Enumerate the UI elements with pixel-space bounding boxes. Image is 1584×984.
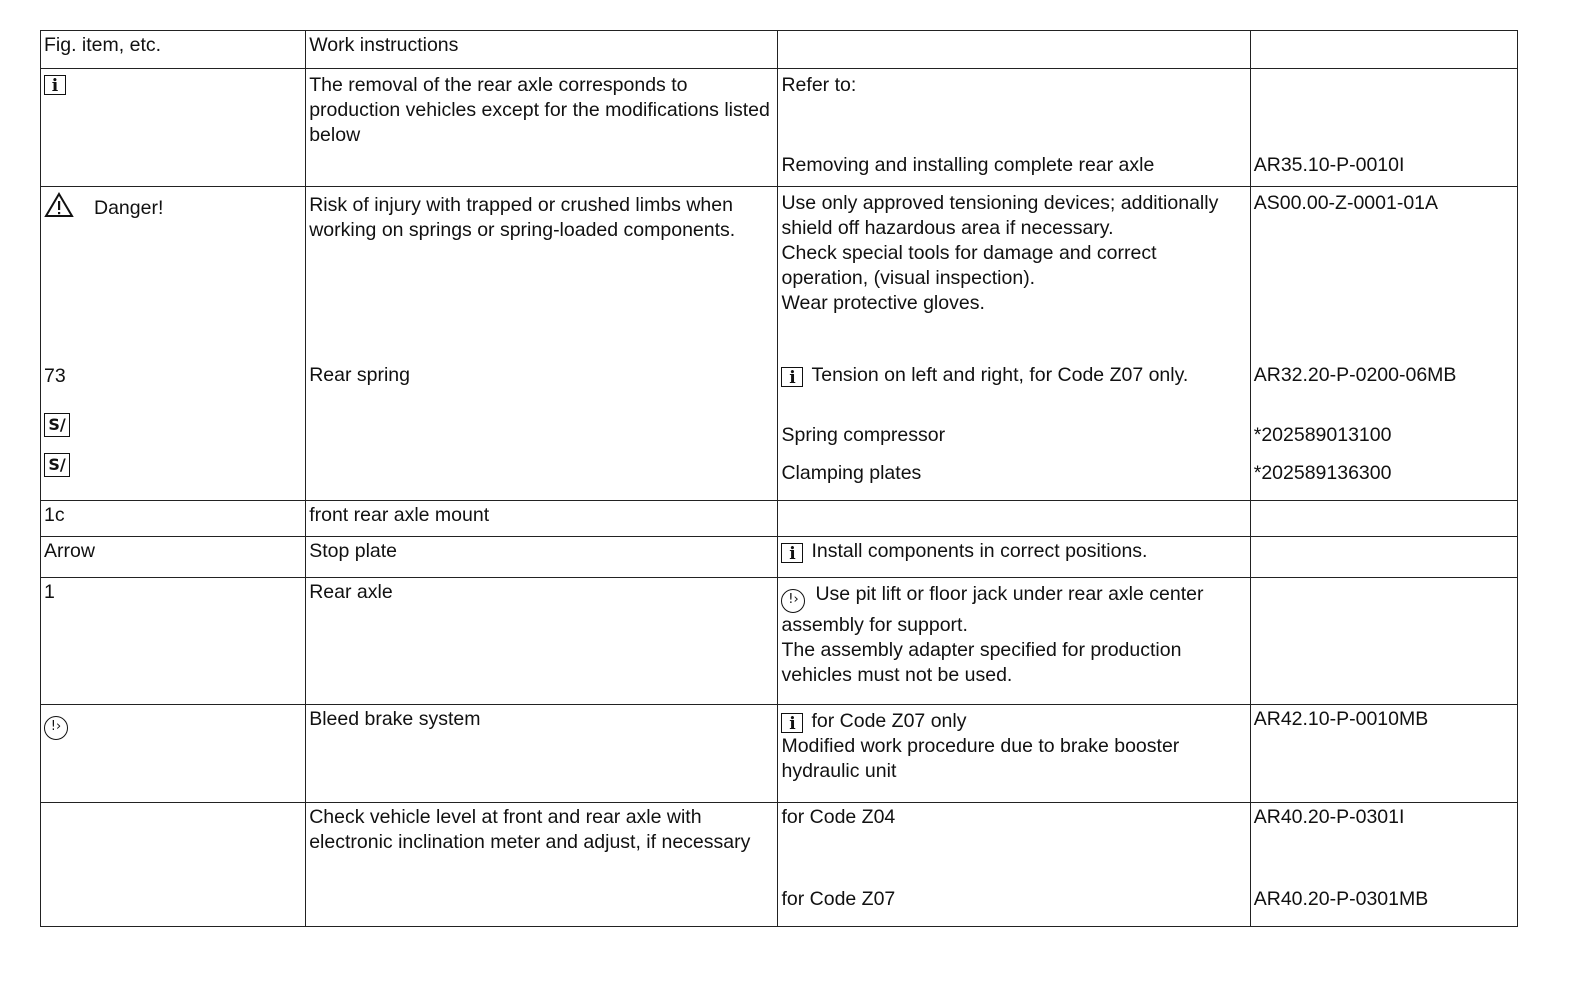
fig-cell [41,69,306,187]
reference-cell [1250,578,1517,705]
notes-cell [778,537,1250,578]
notes-cell [778,69,1250,187]
danger-instruction: Risk of injury with trapped or crushed limbs when working on springs or spring-loaded components. [309,194,736,241]
note-circle-icon: !› [44,716,68,740]
fig-cell [41,705,306,803]
spring-tension-note: Tension on left and right, for Code Z07 only. [811,364,1189,386]
instruction-cell [306,187,778,501]
table-row [41,501,1518,537]
rear-spring-label: Rear spring [309,364,410,386]
bleed-brake-instruction: Bleed brake system [306,705,778,803]
adapter-note: The assembly adapter specified for production vehicles must not be used. [781,639,1182,686]
code-z07-label: for Code Z07 [781,888,896,910]
fig-item-arrow: Arrow [41,537,306,578]
info-icon: i [44,75,66,95]
reference-cell [1250,537,1517,578]
notes-cell [778,705,1250,803]
fig-item-73: 73 [44,365,66,387]
spring-compressor-part-number: *202589013100 [1253,424,1392,446]
clamping-plates-label: Clamping plates [781,462,922,484]
header-col3 [778,31,1250,69]
code-z04-label: for Code Z04 [781,806,896,828]
modified-procedure-note: Modified work procedure due to brake booster hydraulic unit [781,735,1180,782]
table-row [41,69,1518,187]
table-row [41,803,1518,927]
safety-reference[interactable]: AS00.00-Z-0001-01A [1253,192,1439,214]
fig-item-1c: 1c [41,501,306,537]
reference-cell [1250,69,1517,187]
notes-cell [778,578,1250,705]
notes-cell [778,187,1250,501]
table-row [41,705,1518,803]
install-positions-note: Install components in correct positions. [811,540,1148,562]
vehicle-level-reference-z07[interactable]: AR40.20-P-0301MB [1253,888,1429,910]
table-header-row [41,31,1518,69]
reference-cell [1250,501,1517,537]
code-z07-note: for Code Z07 only [811,710,967,732]
header-work-instructions: Work instructions [306,31,778,69]
refer-to-label: Refer to: [781,74,857,96]
table-row [41,578,1518,705]
spring-reference[interactable]: AR32.20-P-0200-06MB [1253,364,1457,386]
fig-item-1: 1 [41,578,306,705]
danger-label: Danger! [94,197,164,219]
special-tool-icon: S/ [44,413,70,437]
info-icon: i [781,543,803,563]
document-reference[interactable]: AR35.10-P-0010I [1253,154,1405,176]
note-circle-icon: !› [781,589,805,613]
fig-cell [41,803,306,927]
warning-triangle-icon [44,192,74,218]
rear-axle-instruction: Rear axle [306,578,778,705]
pit-lift-note [781,582,1245,638]
danger-notes: Use only approved tensioning devices; additionally shield off hazardous area if necessary. Check special tools for damage and correct operation, (visual inspection). Wear protective gloves. [781,192,1219,314]
info-icon: i [781,713,803,733]
refer-to-document[interactable]: Removing and installing complete rear axle [781,154,1155,176]
fig-cell [41,187,306,501]
spring-compressor-label: Spring compressor [781,424,946,446]
vehicle-level-instruction: Check vehicle level at front and rear axle with electronic inclination meter and adjust, if necessary [306,803,778,927]
header-col4 [1250,31,1517,69]
reference-cell [1250,803,1517,927]
reference-cell [1250,187,1517,501]
clamping-plates-part-number: *202589136300 [1253,462,1392,484]
stop-plate-instruction: Stop plate [306,537,778,578]
notes-cell [778,501,1250,537]
bleed-brake-reference[interactable]: AR42.10-P-0010MB [1250,705,1517,803]
notes-cell [778,803,1250,927]
vehicle-level-reference-z04[interactable]: AR40.20-P-0301I [1253,806,1405,828]
table-row [41,537,1518,578]
instruction-cell [306,69,778,187]
work-instructions-table [40,30,1518,927]
header-fig-item: Fig. item, etc. [41,31,306,69]
table-row [41,187,1518,501]
special-tool-icon: S/ [44,453,70,477]
pit-lift-text: Use pit lift or floor jack under rear axle center assembly for support. [781,583,1204,636]
front-mount-instruction: front rear axle mount [306,501,778,537]
instruction-text: The removal of the rear axle corresponds to production vehicles except for the modifications listed below [309,74,770,146]
info-icon: i [781,367,803,387]
